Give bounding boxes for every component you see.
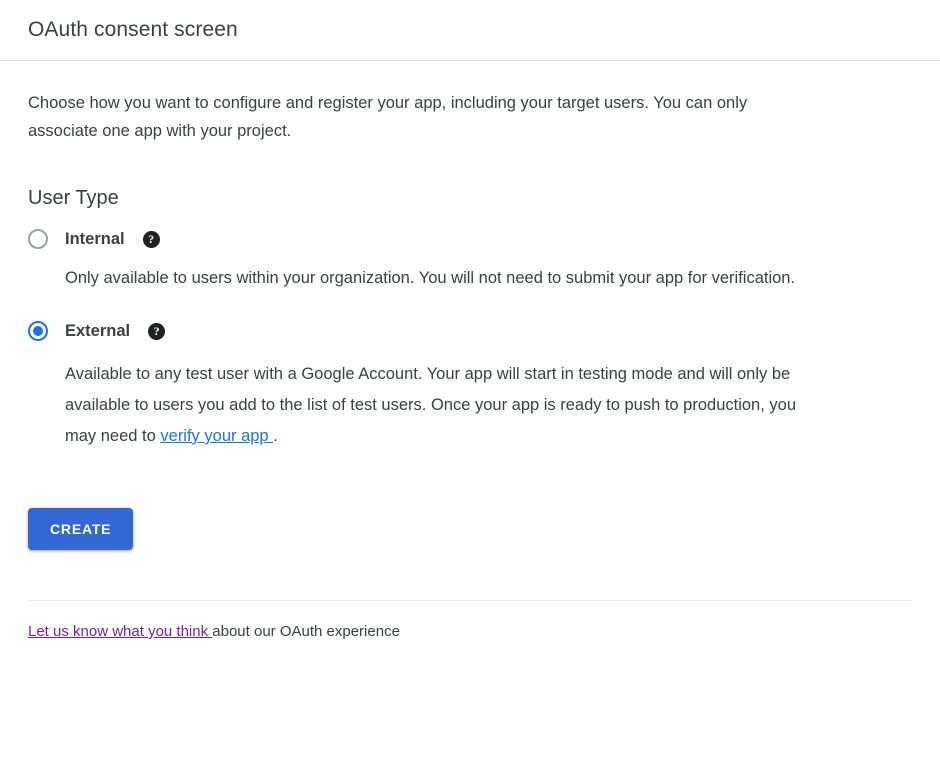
radio-description-internal: Only available to users within your organization. You will not need to submit your app for verification. (65, 269, 796, 287)
page-header (0, 0, 940, 61)
create-button[interactable]: CREATE (28, 508, 133, 550)
intro-text: Choose how you want to configure and register your app, including your target users. You can only associate one app with your project. (28, 94, 748, 140)
radio-label-internal: Internal (65, 229, 125, 248)
footer-text: about our OAuth experience (212, 623, 400, 640)
user-type-radio-group[interactable] (28, 224, 912, 452)
radio-description-external (65, 359, 805, 452)
radio-description-external-tail: . (273, 427, 278, 445)
page-content (0, 61, 940, 640)
help-icon-external[interactable]: ? (148, 323, 165, 340)
radio-button-external[interactable] (28, 321, 48, 341)
verify-your-app-link[interactable]: verify your app (160, 427, 274, 445)
radio-option-external[interactable] (28, 316, 912, 346)
footer-feedback (28, 600, 912, 640)
user-type-heading: User Type (28, 187, 119, 209)
radio-button-internal[interactable] (28, 229, 48, 249)
feedback-link[interactable]: Let us know what you think (28, 623, 213, 640)
radio-option-internal[interactable] (28, 224, 912, 254)
help-icon-internal[interactable]: ? (143, 231, 160, 248)
create-button-container (28, 508, 912, 550)
page-title: OAuth consent screen (28, 18, 238, 41)
radio-description-external-text: Available to any test user with a Google Account. Your app will start in testing mode and will only be available to users you add to the list of test users. Once your app is ready to push to production, you may need to (65, 365, 797, 445)
radio-label-external: External (65, 321, 131, 340)
